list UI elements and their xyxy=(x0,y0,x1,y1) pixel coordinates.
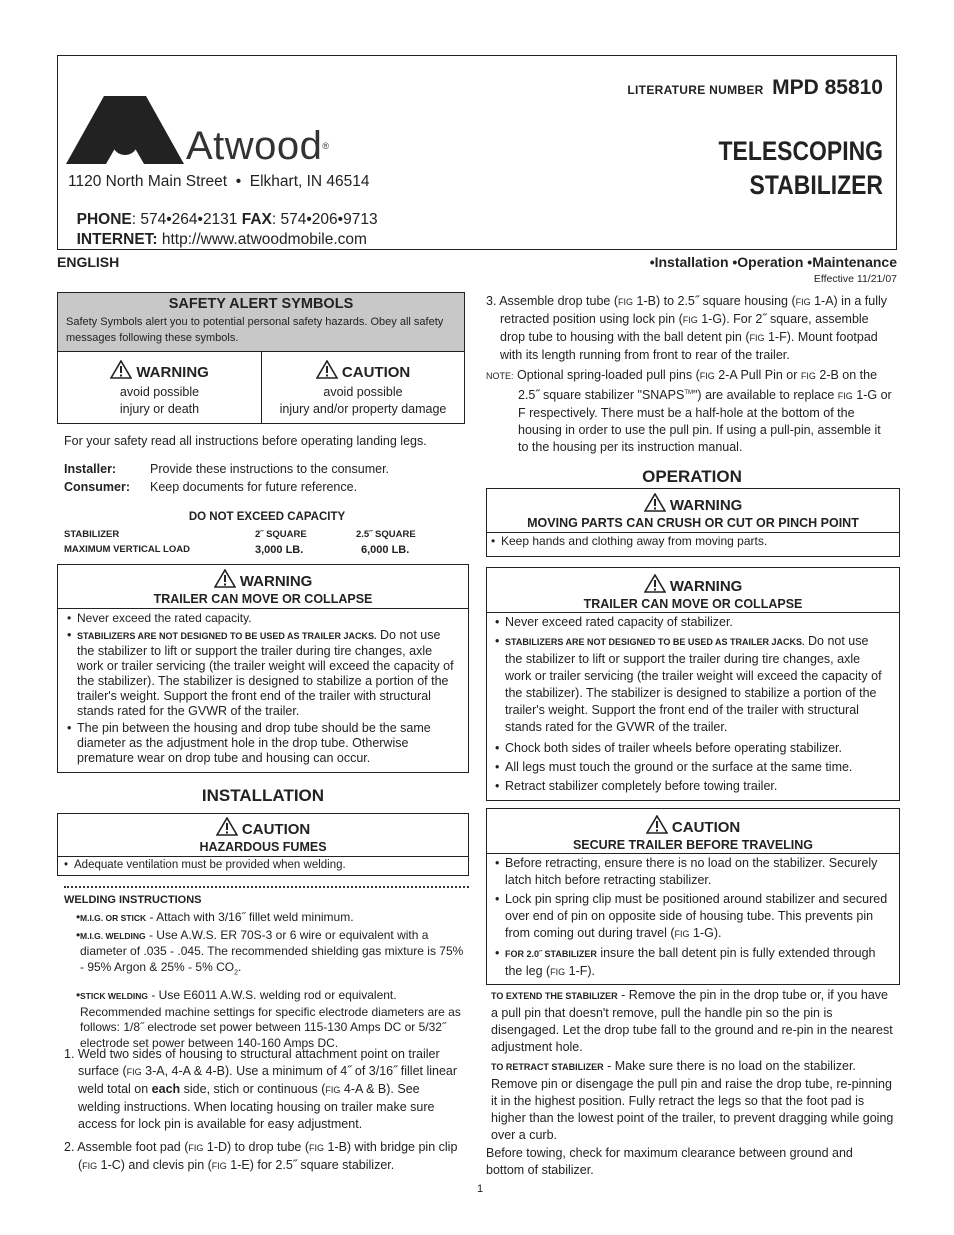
step-text: 1-E) for 2.5˝ square stabilizer. xyxy=(226,1158,395,1172)
fax-label: FAX xyxy=(241,211,272,228)
fig-ref: FIG xyxy=(618,297,634,307)
list-item-text: - Attach with 3/16˝ fillet weld minimum. xyxy=(146,910,354,924)
secure-trailer-caution xyxy=(486,808,900,985)
consumer-text: Keep documents for future reference. xyxy=(150,480,358,494)
fig-ref: FIG xyxy=(82,1161,98,1171)
fig-ref: FIG xyxy=(699,371,715,381)
address: 1120 North Main Street • Elkhart, IN 46514 xyxy=(68,173,370,190)
list-item xyxy=(65,628,458,719)
list-item-text: 1-G). xyxy=(689,926,722,940)
list-item: • Chock both sides of trailer wheels before operating stabilizer. xyxy=(493,740,889,757)
consumer-line xyxy=(64,479,464,496)
list-item: • Never exceed rated capacity of stabilizer. xyxy=(493,614,889,631)
snaps-note xyxy=(486,367,894,456)
extend-text: - Remove the pin in the drop tube or, if you have a pull pin that doesn't remove, pull the handle pin so the pin is disengaged. Let the drop tube fall to the ground and re-pin in the nearest adjustment hole. xyxy=(491,988,893,1054)
fig-ref: FIG xyxy=(550,967,566,977)
caution-symbol-cell xyxy=(262,352,464,423)
page-number: 1 xyxy=(476,1183,484,1195)
step-text: 1-D) to drop tube ( xyxy=(203,1140,309,1154)
list-item xyxy=(74,988,470,1051)
list-item xyxy=(74,928,470,981)
fig-ref: FIG xyxy=(309,1143,324,1153)
retract-instructions xyxy=(491,1058,895,1144)
literature-value: MPD 85810 xyxy=(772,76,883,99)
list-item-end: . xyxy=(237,959,242,974)
retract-text: - Make sure there is no load on the stabilizer. Remove pin or disengage the pull pin and raise the drop tube, re-pinning it in the highest position. Fully retract the legs so that the foot pad is higher than the lowest point of the trailer, to prevent dragging while going over a curb. xyxy=(491,1059,894,1142)
note-text: 2-B on the 2.5˝ square stabilizer "SNAPS xyxy=(518,368,878,403)
warning-triangle-icon xyxy=(214,569,236,588)
caution-label: CAUTION xyxy=(241,821,311,838)
fig-ref: FIG xyxy=(674,929,690,939)
warning-label: WARNING xyxy=(669,578,743,595)
operation-heading: OPERATION xyxy=(642,467,742,486)
welding-list xyxy=(74,910,470,1051)
list-item-lead: STABILIZERS ARE NOT DESIGNED TO BE USED AS TRAILER JACKS. xyxy=(505,637,805,647)
emphasis: each xyxy=(151,1082,181,1096)
read-note: For your safety read all instructions before operating landing legs. xyxy=(64,434,427,448)
capacity-row2-label: MAXIMUM VERTICAL LOAD xyxy=(64,544,190,555)
list-item-text: insure the ball detent pin is fully extended through the leg ( xyxy=(505,946,876,978)
phone-value: : 574•264•2131 xyxy=(131,211,242,228)
note-text: ") are available to replace xyxy=(693,388,838,403)
capacity-row1-col1: 2˝ SQUARE xyxy=(255,529,307,540)
step-text: 1-B) to 2.5˝ square housing ( xyxy=(633,294,796,308)
list-item-lead: STABILIZERS ARE NOT DESIGNED TO BE USED AS TRAILER JACKS. xyxy=(77,631,377,641)
step-text: 1-F). Mount footpad with its length running from front to rear of the trailer. xyxy=(500,330,878,362)
step-text: 1-A) in a fully retracted position using lock pin ( xyxy=(500,294,888,326)
fig-ref: FIG xyxy=(188,1143,204,1153)
retract-lead: TO RETRACT STABILIZER xyxy=(491,1062,604,1072)
safety-alert-header xyxy=(58,293,464,352)
step-text: 3. Assemble drop tube ( xyxy=(486,294,619,308)
warning-label: WARNING xyxy=(136,364,209,381)
installer-label: Installer: xyxy=(64,462,117,476)
brand-name xyxy=(186,126,330,166)
welding-title: WELDING INSTRUCTIONS xyxy=(64,894,202,906)
capacity-row2-col2: 6,000 LB. xyxy=(361,544,410,556)
caution-subtitle: SECURE TRAILER BEFORE TRAVELING xyxy=(487,837,899,854)
literature-number xyxy=(565,76,883,100)
capacity-row1-col2: 2.5˝ SQUARE xyxy=(356,529,416,540)
installer-line xyxy=(64,461,464,478)
atwood-logo-icon xyxy=(66,96,186,166)
capacity-row1-label: STABILIZER xyxy=(64,529,120,540)
list-item xyxy=(493,633,889,736)
document-title xyxy=(608,134,883,202)
fig-ref: FIG xyxy=(211,1161,227,1171)
trademark: TM xyxy=(684,390,693,396)
note-text: Optional spring-loaded pull pins ( xyxy=(513,368,700,382)
fig-ref: FIG xyxy=(325,1085,341,1095)
warning-label: WARNING xyxy=(669,497,743,514)
list-item-text: Lock pin spring clip must be positioned around stabilizer and secured over end of pin on opposite side of housing tube. This prevents pin from coming out during travel ( xyxy=(505,892,888,940)
note-text: 1-G or F respectively. There must be a half-hole at the bottom of the housing in order to use the pull pin. If using a pull-pin, assemble it to the housing per its instruction manual. xyxy=(518,388,892,455)
safety-alert-title: SAFETY ALERT SYMBOLS xyxy=(168,296,354,312)
list-item xyxy=(493,945,889,981)
safety-alert-desc: Safety Symbols alert you to potential personal safety hazards. Obey all safety messages following these symbols. xyxy=(66,316,444,344)
caution-triangle-icon xyxy=(646,815,668,834)
extend-lead: TO EXTEND THE STABILIZER xyxy=(491,991,618,1001)
caution-triangle-icon xyxy=(216,817,238,836)
warning-text-1: avoid possible xyxy=(119,385,200,399)
fig-ref: FIG xyxy=(126,1067,142,1077)
list-item-lead: M.I.G. OR STICK xyxy=(80,913,147,923)
title-line-2: STABILIZER xyxy=(749,170,883,200)
caution-triangle-icon xyxy=(316,360,338,379)
internet-link[interactable]: http://www.atwoodmobile.com xyxy=(157,231,367,248)
note-label: NOTE: xyxy=(486,371,514,381)
fig-ref: FIG xyxy=(800,371,816,381)
warning-subtitle: TRAILER CAN MOVE OR COLLAPSE xyxy=(58,591,468,609)
list-item-lead: STICK WELDING xyxy=(80,991,148,1002)
note-text: 2-A Pull Pin or xyxy=(714,368,801,382)
warning-triangle-icon xyxy=(644,574,666,593)
list-item-text: 1-F). xyxy=(565,964,596,978)
subscript: 2 xyxy=(234,968,238,976)
phone-label: PHONE xyxy=(76,211,132,228)
list-item-lead: M.I.G. WELDING xyxy=(80,930,146,941)
effective-date: Effective 11/21/07 xyxy=(813,273,897,285)
install-step-1 xyxy=(64,1046,464,1133)
language-label: ENGLISH xyxy=(57,254,120,270)
caution-text-2: injury and/or property damage xyxy=(279,402,447,416)
caution-subtitle: HAZARDOUS FUMES xyxy=(58,839,468,857)
internet xyxy=(68,213,367,249)
list-item-text: Do not use the stabilizer to lift or support the trailer during tire changes, axle work or trailer servicing (the trailer weight will exceed the capacity of the stabilizer). The stabilizer is designed to stabilize a portion of the trailer's weight. Support the front end of the trailer with structural stands rated for the GVWR of the trailer. xyxy=(505,634,882,734)
fig-ref: FIG xyxy=(795,297,811,307)
list-item: • Keep hands and clothing away from moving parts. xyxy=(489,533,899,550)
step-text: 4-A & B). See welding instructions. When locating housing on trailer make sure access for lock pin is available for easy adjustment. xyxy=(78,1082,435,1131)
caution-label: CAUTION xyxy=(341,364,411,381)
warning-triangle-icon xyxy=(110,360,132,379)
hazardous-fumes-caution xyxy=(57,813,469,876)
list-item-text: - Use A.W.S. ER 70S-3 or 6 wire or equivalent with a diameter of .035 - .045. The recommended shielding gas mixture is 75% - 95% Argon & 25% - 5% CO xyxy=(80,927,464,974)
list-item: • All legs must touch the ground or the surface at the same time. xyxy=(493,759,889,776)
step-text: 2. Assemble foot pad ( xyxy=(64,1140,189,1154)
step-text: side, stich or continuous ( xyxy=(180,1082,326,1096)
fig-ref: FIG xyxy=(837,391,853,402)
warning-label: WARNING xyxy=(239,573,313,590)
install-steps xyxy=(64,1046,464,1175)
fig-ref: FIG xyxy=(682,315,698,325)
dotted-divider xyxy=(64,886,469,888)
warning-symbol-cell xyxy=(58,352,262,423)
step-text: 1-G). For 2˝ square, assemble drop tube to housing with the ball detent pin ( xyxy=(500,312,869,344)
list-item-lead: FOR 2.0˝ STABILIZER xyxy=(505,949,597,959)
warning-triangle-icon xyxy=(644,493,666,512)
literature-label: LITERATURE NUMBER xyxy=(627,83,764,97)
section-list: •Installation •Operation •Maintenance xyxy=(649,254,897,270)
installer-text: Provide these instructions to the consumer. xyxy=(150,462,390,476)
install-step-3 xyxy=(486,293,894,364)
list-item: • The pin between the housing and drop tube should be the same diameter as the adjustment hole in the drop tube. Otherwise premature wear on drop tube and housing can occur. xyxy=(65,721,458,766)
consumer-label: Consumer: xyxy=(64,480,130,494)
title-line-1: TELESCOPING xyxy=(718,136,883,166)
capacity-row2-col1: 3,000 LB. xyxy=(255,544,304,556)
safety-alert-box xyxy=(57,292,465,424)
operation-collapse-warning xyxy=(486,567,900,801)
fax-value: : 574•206•9713 xyxy=(271,211,378,228)
brand-text: Atwood xyxy=(186,124,323,168)
step-text: 3-A, 4-A & 4-B). Use a minimum of 4˝ of 3/16˝ fillet linear weld total on xyxy=(78,1064,458,1096)
registered-mark: ® xyxy=(322,141,330,151)
list-item xyxy=(74,910,470,927)
step-text: 1. Weld two sides of housing to structural attachment point on trailer surface ( xyxy=(64,1047,440,1078)
warning-subtitle: MOVING PARTS CAN CRUSH OR CUT OR PINCH POINT xyxy=(487,515,899,533)
step-text: 1-B) with bridge pin clip ( xyxy=(78,1140,458,1172)
list-item: • Retract stabilizer completely before towing trailer. xyxy=(493,778,889,795)
towing-note: Before towing, check for maximum clearance between ground and bottom of stabilizer. xyxy=(486,1146,853,1177)
list-item: • Never exceed the rated capacity. xyxy=(65,611,458,626)
list-item: • Before retracting, ensure there is no load on the stabilizer. Securely latch hitch before retracting stabilizer. xyxy=(493,855,889,889)
installation-heading: INSTALLATION xyxy=(201,786,325,805)
fig-ref: FIG xyxy=(749,333,765,343)
moving-parts-warning xyxy=(486,488,900,557)
caution-label: CAUTION xyxy=(671,819,741,836)
warning-subtitle: TRAILER CAN MOVE OR COLLAPSE xyxy=(487,596,899,613)
list-item xyxy=(493,891,889,943)
trailer-collapse-warning xyxy=(57,564,469,773)
install-step-2 xyxy=(64,1139,464,1175)
list-item-text: Do not use the stabilizer to lift or support the trailer during tire changes, axle work or trailer servicing (the trailer weight will exceed the capacity of the stabilizer). The stabilizer is designed to stabilize a portion of the trailer's weight. Support the front end of the trailer with structural stands rated for the GVWR of the trailer. xyxy=(77,628,454,718)
list-item-text: - Use E6011 A.W.S. welding rod or equivalent. Recommended machine settings for specific electrode diameters are as follows: 1/8˝ electrode set power between 115-130 Amps DC or 5/32˝ electrode set power between 140-160 Amps DC. xyxy=(80,988,461,1050)
extend-instructions xyxy=(491,987,895,1056)
step-text: 1-C) and clevis pin ( xyxy=(97,1158,212,1172)
internet-label: INTERNET: xyxy=(76,231,158,248)
warning-text-2: injury or death xyxy=(119,402,200,416)
safety-symbols-row xyxy=(58,352,464,423)
caution-text-1: avoid possible xyxy=(323,385,403,399)
list-item: • Adequate ventilation must be provided when welding. xyxy=(62,857,468,873)
capacity-title: DO NOT EXCEED CAPACITY xyxy=(188,511,346,523)
